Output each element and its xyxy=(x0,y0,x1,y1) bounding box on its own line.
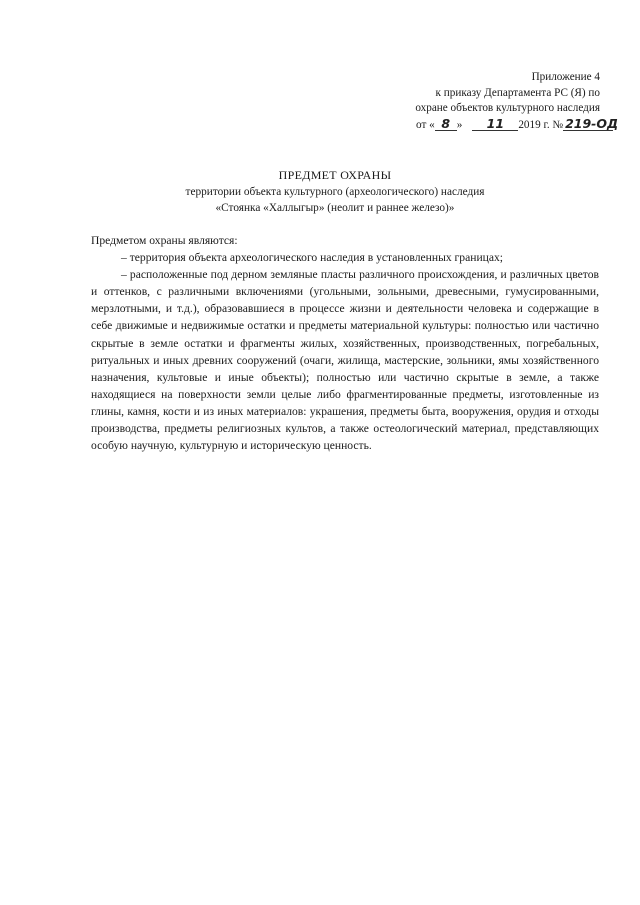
order-prefix: от « xyxy=(416,118,435,131)
document-title: ПРЕДМЕТ ОХРАНЫ xyxy=(278,168,392,182)
handwritten-day: 8 xyxy=(435,117,457,131)
document-title-block xyxy=(120,167,550,216)
appendix-order-ref: к приказу Департамента РС (Я) по xyxy=(435,86,600,99)
order-date-number xyxy=(416,115,619,134)
protection-item-territory: – территория объекта археологического наследия в установленных границах; xyxy=(121,251,504,265)
handwritten-month: 11 xyxy=(472,117,518,131)
appendix-header xyxy=(380,70,619,133)
document-body xyxy=(91,232,599,454)
body-lead: Предметом охраны являются: xyxy=(91,234,238,247)
site-name: «Стоянка «Халлыгыр» (неолит и раннее железо)» xyxy=(215,202,455,214)
handwritten-order-number: 219-ОД xyxy=(565,115,619,131)
order-year: 2019 г. № xyxy=(518,118,564,131)
appendix-title: Приложение 4 xyxy=(531,71,600,83)
document-subtitle: территории объекта культурного (археологического) наследия xyxy=(185,186,485,198)
quote-close: » xyxy=(456,118,463,131)
appendix-department: охране объектов культурного наследия xyxy=(415,102,600,115)
protection-item-layers: – расположенные под дерном земляные пласты различного происхождения, и различных цветов и оттенков, с различными включениями (угольными, зольными, древесными, гумусированными, мерзлотными, и т.д.), образовавшиеся в процессе жизни и деятельности человека и содержащие в себе движимые и недвижимые остатки и предметы материальной культуры: полностью или частично скрытые в земле остатки и фрагменты жилых, хозяйственных, производственных, погребальных, ритуальных и иных древних сооружений (очаги, жилища, мастерские, зольники, ямы хозяйственного назначения, культовые и иные объекты); полностью или частично скрытые в земле, а также находящиеся на поверхности земли целые либо фрагментированные предметы, изготовленные из глины, камня, кости и из иных материалов: украшения, предметы быта, вооружения, орудия и отходы производства, предметы религиозных культов, а также остеологический материал, представляющих особую научную, культурную и историческую ценность. xyxy=(91,268,599,453)
